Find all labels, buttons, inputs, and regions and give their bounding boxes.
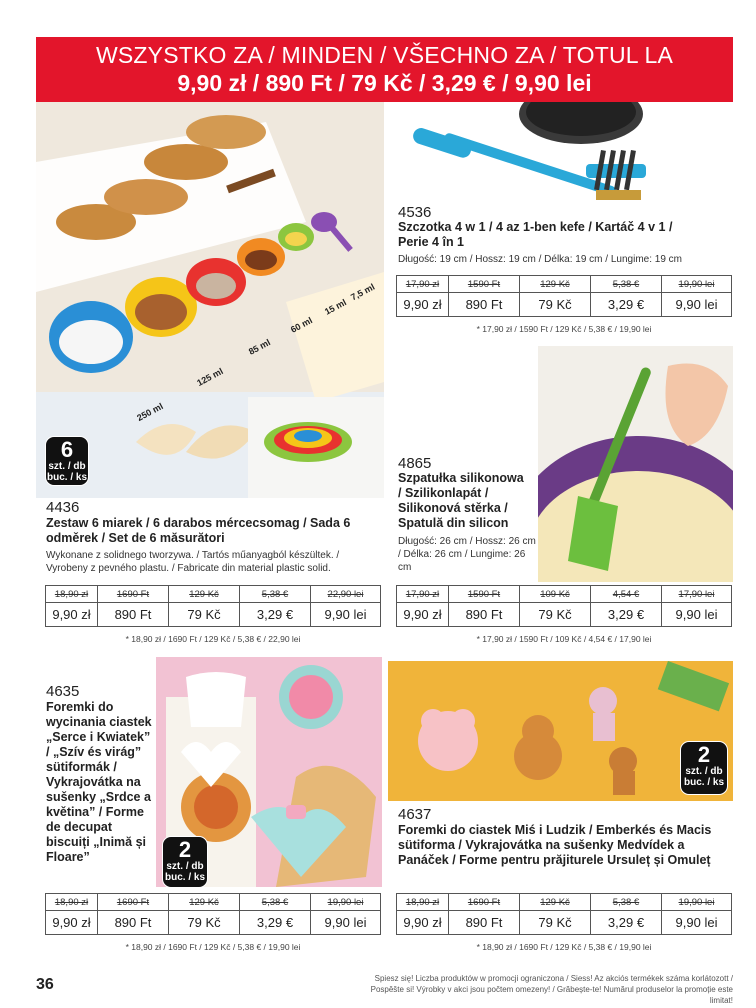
old-price-row bbox=[46, 586, 381, 603]
old-price-cell: 19,90 lei bbox=[662, 276, 732, 293]
old-price-cell: 109 Kč bbox=[520, 586, 591, 603]
new-price-cell: 79 Kč bbox=[520, 911, 591, 935]
price-table bbox=[396, 893, 732, 935]
price-footnote: * 18,90 zł / 1690 Ft / 129 Kč / 5,38 € / 19,90 lei bbox=[476, 942, 652, 952]
old-price-cell: 129 Kč bbox=[169, 894, 240, 911]
new-price-cell: 3,29 € bbox=[591, 911, 662, 935]
new-price-cell: 9,90 lei bbox=[662, 911, 732, 935]
new-price-cell: 890 Ft bbox=[98, 911, 169, 935]
new-price-cell: 79 Kč bbox=[169, 603, 240, 627]
product-code: 4865 bbox=[398, 455, 432, 472]
new-price-cell: 890 Ft bbox=[449, 911, 520, 935]
stock-disclaimer: Spiesz się! Liczba produktów w promocji ograniczona / Siess! Az akciós termékek száma korlátozott / Pospěšte si! Výrobky v akci jsou počtem omezeny! / Grăbește-te! Numărul produselor la promoție este limitat! bbox=[370, 974, 733, 1005]
new-price-cell: 79 Kč bbox=[169, 911, 240, 935]
volume-label: 250 ml bbox=[135, 401, 165, 423]
old-price-row bbox=[397, 894, 732, 911]
product-code: 4637 bbox=[398, 806, 432, 823]
volume-label: 85 ml bbox=[246, 337, 273, 357]
product-code: 4635 bbox=[46, 683, 80, 700]
old-price-cell: 5,38 € bbox=[591, 894, 662, 911]
badge-number: 6 bbox=[60, 437, 74, 462]
old-price-cell: 129 Kč bbox=[520, 276, 591, 293]
old-price-cell: 1690 Ft bbox=[449, 894, 520, 911]
product-code: 4536 bbox=[398, 204, 432, 221]
price-footnote: * 17,90 zł / 1590 Ft / 109 Kč / 4,54 € / 17,90 lei bbox=[476, 634, 652, 644]
new-price-row bbox=[397, 911, 732, 935]
old-price-cell: 5,38 € bbox=[240, 586, 311, 603]
new-price-cell: 890 Ft bbox=[449, 293, 520, 317]
product-title: Foremki do ciastek Miś i Ludzik / Emberkés és Macis sütiforma / Vykrajovátka na sušenky Medvídek a Panáček / Forme pentru prăjiturele Ursuleț și Omuleț bbox=[398, 823, 712, 867]
old-price-cell: 1590 Ft bbox=[449, 276, 520, 293]
new-price-cell: 9,90 lei bbox=[662, 603, 732, 627]
product-description: Długość: 26 cm / Hossz: 26 cm / Délka: 26 cm / Lungime: 26 cm bbox=[398, 536, 536, 573]
old-price-row bbox=[46, 894, 381, 911]
old-price-row bbox=[397, 586, 732, 603]
product-title: Szczotka 4 w 1 / 4 az 1-ben kefe / Kartáč 4 v 1 / Perie 4 în 1 bbox=[398, 220, 673, 249]
price-footnote: * 17,90 zł / 1590 Ft / 129 Kč / 5,38 € / 19,90 lei bbox=[476, 324, 652, 334]
product-description: Wykonane z solidnego tworzywa. / Tartós műanyagból készültek. / Vyrobeny z pevného plastu. / Fabricate din material plastic solid. bbox=[46, 550, 340, 574]
product-title: Szpatułka silikonowa / Szilikonlapát / Silikonová stěrka / Spatulă din silicon bbox=[398, 471, 524, 530]
price-table bbox=[396, 275, 732, 317]
new-price-cell: 3,29 € bbox=[240, 911, 311, 935]
page-number: 36 bbox=[36, 976, 54, 993]
old-price-cell: 17,90 lei bbox=[662, 586, 732, 603]
new-price-cell: 3,29 € bbox=[240, 603, 311, 627]
measuring-cups-photo bbox=[36, 102, 384, 498]
product-title: Foremki do wycinania ciastek „Serce i Kwiatek” / „Szív és virág” sütiformák / Vykrajovátka na sušenky „Srdce a květina” / Forme de decupat biscuiți „Inimă și Floare” bbox=[46, 700, 152, 864]
badge-number: 2 bbox=[697, 742, 711, 767]
new-price-row bbox=[397, 293, 732, 317]
old-price-cell: 129 Kč bbox=[169, 586, 240, 603]
old-price-cell: 18,90 zł bbox=[46, 586, 98, 603]
new-price-cell: 9,90 zł bbox=[397, 293, 449, 317]
new-price-cell: 9,90 zł bbox=[397, 603, 449, 627]
price-table bbox=[45, 893, 381, 935]
volume-label: 60 ml bbox=[288, 315, 315, 335]
product-code: 4436 bbox=[46, 499, 80, 516]
old-price-cell: 18,90 zł bbox=[397, 894, 449, 911]
new-price-row bbox=[46, 911, 381, 935]
price-table bbox=[396, 585, 732, 627]
new-price-cell: 890 Ft bbox=[449, 603, 520, 627]
old-price-cell: 5,38 € bbox=[591, 276, 662, 293]
old-price-cell: 17,90 zł bbox=[397, 276, 449, 293]
old-price-cell: 5,38 € bbox=[240, 894, 311, 911]
volume-label: 15 ml bbox=[322, 297, 349, 317]
new-price-row bbox=[46, 603, 381, 627]
price-footnote: * 18,90 zł / 1690 Ft / 129 Kč / 5,38 € / 19,90 lei bbox=[125, 942, 301, 952]
price-footnote: * 18,90 zł / 1690 Ft / 129 Kč / 5,38 € / 22,90 lei bbox=[125, 634, 301, 644]
product-description: Długość: 19 cm / Hossz: 19 cm / Délka: 19 cm / Lungime: 19 cm bbox=[398, 254, 682, 265]
old-price-row bbox=[397, 276, 732, 293]
banner-line-1: WSZYSTKO ZA / MINDEN / VŠECHNO ZA / TOTUL LA bbox=[95, 42, 674, 68]
new-price-row bbox=[397, 603, 732, 627]
old-price-cell: 1690 Ft bbox=[98, 586, 169, 603]
badge-units: szt. / db buc. / ks bbox=[46, 461, 87, 483]
old-price-cell: 4,54 € bbox=[591, 586, 662, 603]
spatula-photo bbox=[538, 346, 733, 582]
product-title: Zestaw 6 miarek / 6 darabos mércecsomag / Sada 6 odměrek / Set de 6 măsurători bbox=[46, 516, 351, 545]
old-price-cell: 17,90 zł bbox=[397, 586, 449, 603]
brush-photo bbox=[386, 102, 733, 212]
new-price-cell: 79 Kč bbox=[520, 293, 591, 317]
volume-label: 125 ml bbox=[195, 366, 225, 388]
badge-units: szt. / db buc. / ks bbox=[164, 861, 205, 883]
old-price-cell: 22,90 lei bbox=[311, 586, 381, 603]
new-price-cell: 9,90 lei bbox=[311, 603, 381, 627]
new-price-cell: 3,29 € bbox=[591, 603, 662, 627]
new-price-cell: 9,90 lei bbox=[662, 293, 732, 317]
volume-label: 7,5 ml bbox=[349, 281, 377, 303]
new-price-cell: 9,90 lei bbox=[311, 911, 381, 935]
badge-number: 2 bbox=[178, 837, 192, 862]
old-price-cell: 129 Kč bbox=[520, 894, 591, 911]
old-price-cell: 19,90 lei bbox=[311, 894, 381, 911]
old-price-cell: 18,90 zł bbox=[46, 894, 98, 911]
old-price-cell: 19,90 lei bbox=[662, 894, 732, 911]
new-price-cell: 79 Kč bbox=[520, 603, 591, 627]
badge-units: szt. / db buc. / ks bbox=[683, 766, 724, 788]
quantity-badge bbox=[45, 436, 89, 486]
banner-line-2: 9,90 zł / 890 Ft / 79 Kč / 3,29 € / 9,90 lei bbox=[177, 70, 592, 96]
new-price-cell: 9,90 zł bbox=[397, 911, 449, 935]
price-table bbox=[45, 585, 381, 627]
price-banner bbox=[36, 37, 733, 102]
old-price-cell: 1590 Ft bbox=[449, 586, 520, 603]
new-price-cell: 890 Ft bbox=[98, 603, 169, 627]
quantity-badge bbox=[680, 741, 728, 795]
quantity-badge bbox=[162, 836, 208, 888]
old-price-cell: 1690 Ft bbox=[98, 894, 169, 911]
new-price-cell: 9,90 zł bbox=[46, 603, 98, 627]
new-price-cell: 9,90 zł bbox=[46, 911, 98, 935]
new-price-cell: 3,29 € bbox=[591, 293, 662, 317]
